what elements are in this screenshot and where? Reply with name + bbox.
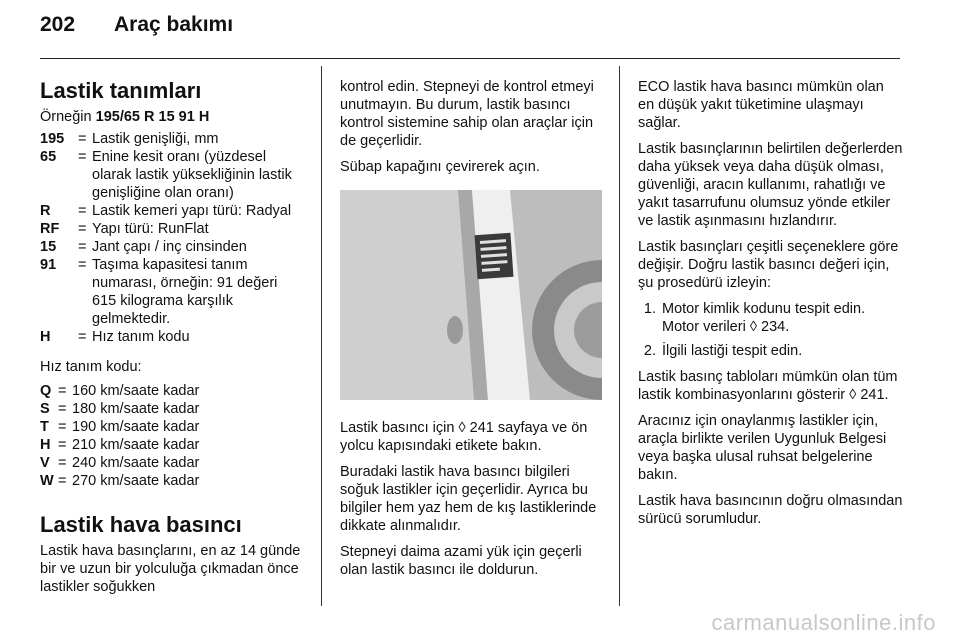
paragraph: Lastik hava basıncının doğru olmasından sürücü sorumludur. bbox=[638, 493, 903, 527]
page-number: 202 bbox=[40, 13, 76, 36]
paragraph: Lastik basıncı için ◊ 241 sayfaya ve ön yolcu kapısındaki etikete bakın. bbox=[340, 420, 588, 454]
column-divider-1 bbox=[321, 66, 322, 606]
def-value: Taşıma kapasitesi tanım numarası, örneğin: 91 değeri 615 kilograma karşılık gelmektedir. bbox=[92, 257, 278, 327]
column-1 bbox=[40, 78, 305, 604]
speed-value: 270 km/saate kadar bbox=[72, 473, 200, 489]
paragraph: Sübap kapağını çevirerek açın. bbox=[340, 159, 540, 175]
def-value: Jant çapı / inç cinsinden bbox=[92, 239, 247, 255]
page-header bbox=[40, 13, 233, 37]
speed-key: T bbox=[40, 419, 49, 435]
paragraph: Lastik basınçlarının belirtilen değerlerden daha yüksek veya daha düşük olması, güvenliği, aracın kullanımı, rahatlığı ve yakıt tasarrufunu olumsuz yönde etkiler ve lastik aşınmasını hızlandırır. bbox=[638, 141, 903, 229]
column-2 bbox=[340, 78, 604, 587]
def-key: R bbox=[40, 203, 51, 219]
def-key: H bbox=[40, 329, 51, 345]
tire-pressure-heading: Lastik hava basıncı bbox=[40, 512, 242, 537]
def-key: RF bbox=[40, 221, 60, 237]
def-value: Enine kesit oranı (yüzdesel olarak lastik yüksekliğinin lastik genişliğine olan oranı) bbox=[92, 149, 292, 201]
def-key: 91 bbox=[40, 257, 57, 273]
paragraph: Aracınız için onaylanmış lastikler için, araçla birlikte verilen Uygunluk Belgesi veya başka ulusal ruhsat belgelerine bakın. bbox=[638, 413, 887, 483]
speed-key: S bbox=[40, 401, 50, 417]
speed-code-title: Hız tanım kodu: bbox=[40, 359, 142, 375]
def-value: Lastik genişliği, mm bbox=[92, 131, 219, 147]
speed-key: H bbox=[40, 437, 51, 453]
paragraph: kontrol edin. Stepneyi de kontrol etmeyi unutmayın. Bu durum, lastik basıncı kontrol sistemine sahip olan araçlar için de geçerlidir. bbox=[340, 79, 594, 149]
tire-designation-heading: Lastik tanımları bbox=[40, 78, 202, 103]
door-label-photo bbox=[340, 190, 602, 400]
column-3 bbox=[638, 78, 903, 536]
speed-key: V bbox=[40, 455, 50, 471]
def-key: 15 bbox=[40, 239, 57, 255]
watermark: carmanualsonline.info bbox=[711, 610, 936, 635]
def-key: 65 bbox=[40, 149, 57, 165]
paragraph: Stepneyi daima azami yük için geçerli olan lastik basıncı ile doldurun. bbox=[340, 544, 582, 578]
paragraph: Buradaki lastik hava basıncı bilgileri soğuk lastikler için geçerlidir. Ayrıca bu bilgiler hem yaz hem de kış lastiklerinde dikkate alınmalıdır. bbox=[340, 464, 597, 534]
speed-value: 210 km/saate kadar bbox=[72, 437, 200, 453]
column-divider-2 bbox=[619, 66, 620, 606]
speed-value: 180 km/saate kadar bbox=[72, 401, 200, 417]
speed-value: 160 km/saate kadar bbox=[72, 383, 200, 399]
paragraph: Lastik basınçları çeşitli seçeneklere göre değişir. Doğru lastik basıncı değeri için, şu prosedürü izleyin: bbox=[638, 239, 899, 291]
paragraph: Lastik basınç tabloları mümkün olan tüm lastik kombinasyonlarını gösterir ◊ 241. bbox=[638, 369, 898, 403]
speed-key: W bbox=[40, 473, 54, 489]
def-value: Yapı türü: RunFlat bbox=[92, 221, 209, 237]
speed-key: Q bbox=[40, 383, 52, 399]
speed-value: 190 km/saate kadar bbox=[72, 419, 200, 435]
pressure-intro: Lastik hava basınçlarını, en az 14 günde bir ve uzun bir yolculuğa çıkmadan önce lastikler soğukken bbox=[40, 543, 301, 595]
procedure-list bbox=[638, 300, 903, 360]
chapter-title: Araç bakımı bbox=[114, 13, 234, 36]
list-item: 1. Motor kimlik kodunu tespit edin. Motor verileri ◊ 234. bbox=[643, 301, 866, 335]
example-code: 195/65 R 15 91 H bbox=[95, 109, 210, 125]
paragraph: ECO lastik hava basıncı mümkün olan en düşük yakıt tüketimine ulaşmayı sağlar. bbox=[638, 79, 884, 131]
speed-code-list: Q = 160 km/saate kadar S = 180 km/saate kadar T = 190 km/saate kadar H = 210 km/saate kadar V = 240 km/saate kadar W = 270 km/saate kadar bbox=[40, 382, 305, 490]
list-item: 2. İlgili lastiği tespit edin. bbox=[643, 343, 803, 359]
def-key: 195 bbox=[40, 131, 65, 147]
def-value: Hız tanım kodu bbox=[92, 329, 190, 345]
designation-list: 195 = Lastik genişliği, mm 65 = Enine kesit oranı (yüzdesel olarak lastik yüksekliğinin lastik genişliğine olan oranı) R = Lastik kemeri yapı türü: Radyal RF = Yapı türü: RunFlat 15 = Jant çapı / inç cinsinden 91 = Taşıma kapasitesi tanım numarası, örneğin: 91 değeri 615 kilograma karşılık gelmektedir. H = Hız tanım kodu bbox=[40, 130, 305, 346]
speed-value: 240 km/saate kadar bbox=[72, 455, 200, 471]
def-value: Lastik kemeri yapı türü: Radyal bbox=[92, 203, 292, 219]
example-line: Örneğin 195/65 R 15 91 H bbox=[40, 109, 210, 125]
header-rule bbox=[40, 58, 900, 59]
